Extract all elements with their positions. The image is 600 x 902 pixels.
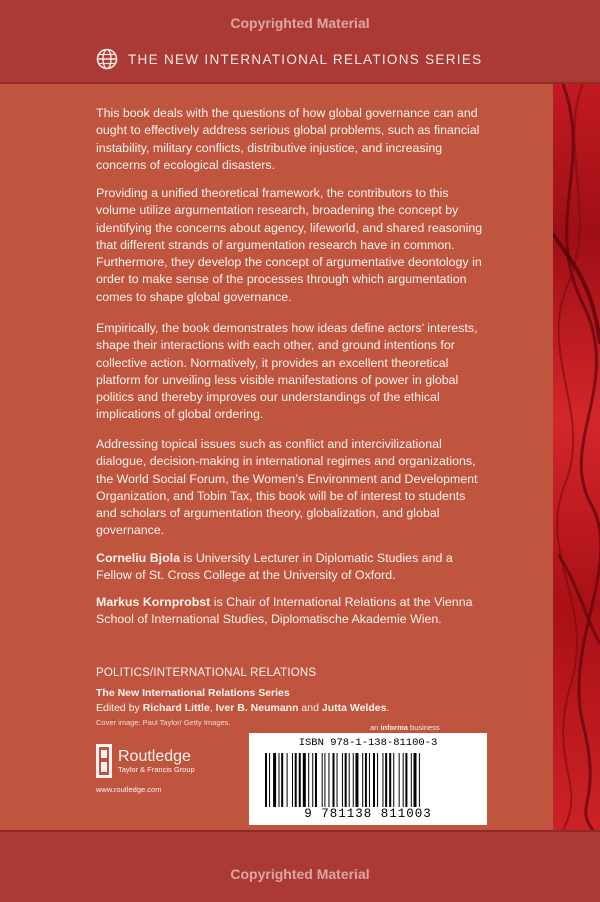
series-header <box>96 48 482 70</box>
barcode-bar <box>419 753 420 807</box>
paragraph-topics: Addressing topical issues such as conflict and intercivilizational dialogue, decision-making in international regimes and organizations, the World Social Forum, the Women’s Environment and Development Organization, and Tobin Tax, this book will be of interest to students and scholars of argumentation theory, globalization, and global governance. <box>96 437 478 538</box>
series-editors <box>96 702 389 714</box>
editors-prefix: Edited by <box>96 702 143 714</box>
publisher-text <box>118 748 195 774</box>
barcode-bar <box>345 753 347 807</box>
barcode-bar <box>299 753 301 807</box>
author-bio-bjola <box>96 550 486 585</box>
barcode-bars <box>265 753 471 807</box>
editor-name: Jutta Weldes <box>321 702 387 714</box>
informa-business <box>370 723 440 732</box>
barcode-bar <box>411 753 412 807</box>
barcode-bar <box>385 753 387 807</box>
barcode-bar <box>342 753 343 807</box>
cover-art-strip <box>553 84 600 830</box>
barcode-bar <box>279 753 280 807</box>
barcode-bar <box>403 753 404 807</box>
barcode-bar <box>324 753 325 807</box>
subject-category: POLITICS/INTERNATIONAL RELATIONS <box>96 667 317 679</box>
barcode-bar <box>303 753 306 807</box>
barcode-bar <box>414 753 417 807</box>
informa-brand: informa <box>380 723 408 732</box>
barcode-bar <box>312 753 313 807</box>
paragraph-empirical: Empirically, the book demonstrates how ideas define actors’ interests, shape their interactions with each other, and ground intentions for collective action. Normatively, it provides an excellent theoretical platform for unveiling less visible manifestations of power in global politics and thereby improves our understandings of the ethical implications of global ordering. <box>96 321 478 422</box>
cover-image-credit: Cover image: Paul Taylor/ Getty Images. <box>96 718 231 727</box>
barcode-bar <box>373 753 375 807</box>
barcode-bar <box>281 753 283 807</box>
author-bio-text: is Chair of International Relations at the Vienna School of International Studies, Diplomatische Akademie Wien. <box>96 595 473 627</box>
barcode-bar <box>322 753 323 807</box>
barcode-bar <box>362 753 363 807</box>
barcode-bar <box>273 753 276 807</box>
barcode-bar <box>377 753 378 807</box>
barcode-bar <box>355 753 358 807</box>
barcode-bar <box>295 753 297 807</box>
publisher-logo <box>96 744 195 778</box>
barcode-bar <box>393 753 394 807</box>
author-name: Markus Kornprobst <box>96 595 211 609</box>
editors-separator: , <box>209 702 216 714</box>
barcode-bar <box>349 753 350 807</box>
watermark-bottom: Copyrighted Material <box>230 866 370 882</box>
publisher-website: www.routledge.com <box>96 785 162 794</box>
globe-icon <box>96 48 118 70</box>
barcode-bar <box>292 753 293 807</box>
top-band <box>0 0 600 84</box>
barcode-bar <box>308 753 309 807</box>
informa-prefix: an <box>370 723 381 732</box>
isbn-text: ISBN 978-1-138-81100-3 <box>298 737 438 749</box>
barcode-bar <box>337 753 338 807</box>
author-name: Corneliu Bjola <box>96 551 180 565</box>
red-smoke-art <box>553 84 600 830</box>
barcode-bar <box>265 753 267 807</box>
barcode-bar <box>389 753 391 807</box>
series-title: THE NEW INTERNATIONAL RELATIONS SERIES <box>128 51 483 67</box>
editors-suffix: . <box>386 702 390 714</box>
author-bio-text: is University Lecturer in Diplomatic Studies and a Fellow of St. Cross College at the University of Oxford. <box>96 551 453 583</box>
barcode-bar <box>405 753 407 807</box>
paragraph-framework: Providing a unified theoretical framework, the contributors to this volume utilize argumentation research, broadening the concept by identifying the concerns about agency, lifeworld, and shared reasoning that different strands of argumentation research have in common. Furthermore, they develop the concept of argumentative deontology in order to make sense of the processes through which argumentation comes to shape global governance. <box>96 186 483 304</box>
editors-separator: and <box>298 702 322 714</box>
editor-name: Iver B. Neumann <box>215 702 299 714</box>
informa-suffix: business <box>407 723 440 732</box>
isbn-digits: 9 781138 811003 <box>304 807 432 821</box>
barcode-bar <box>382 753 383 807</box>
barcode-bar <box>399 753 400 807</box>
paragraph-intro: This book deals with the questions of how global governance can and ought to effectively address serious global problems, such as financial instability, military conflicts, distributive injustice, and increasing concerns of ecological disasters. <box>96 106 480 172</box>
series-name: The New International Relations Series <box>96 687 290 699</box>
barcode-bar <box>333 753 335 807</box>
publisher-group: Taylor & Francis Group <box>118 765 195 774</box>
barcode-bar <box>328 753 329 807</box>
barcode-bar <box>269 753 270 807</box>
barcode-bar <box>353 753 354 807</box>
barcode-bar <box>315 753 317 807</box>
publisher-name: Routledge <box>118 748 191 765</box>
routledge-logo-icon <box>96 744 112 778</box>
barcode-bar <box>287 753 288 807</box>
editor-name: Richard Little <box>142 702 210 714</box>
author-bio-kornprobst <box>96 594 486 629</box>
isbn-barcode <box>249 733 487 825</box>
watermark-top: Copyrighted Material <box>230 15 370 31</box>
barcode-bar <box>369 753 370 807</box>
barcode-bar <box>365 753 367 807</box>
